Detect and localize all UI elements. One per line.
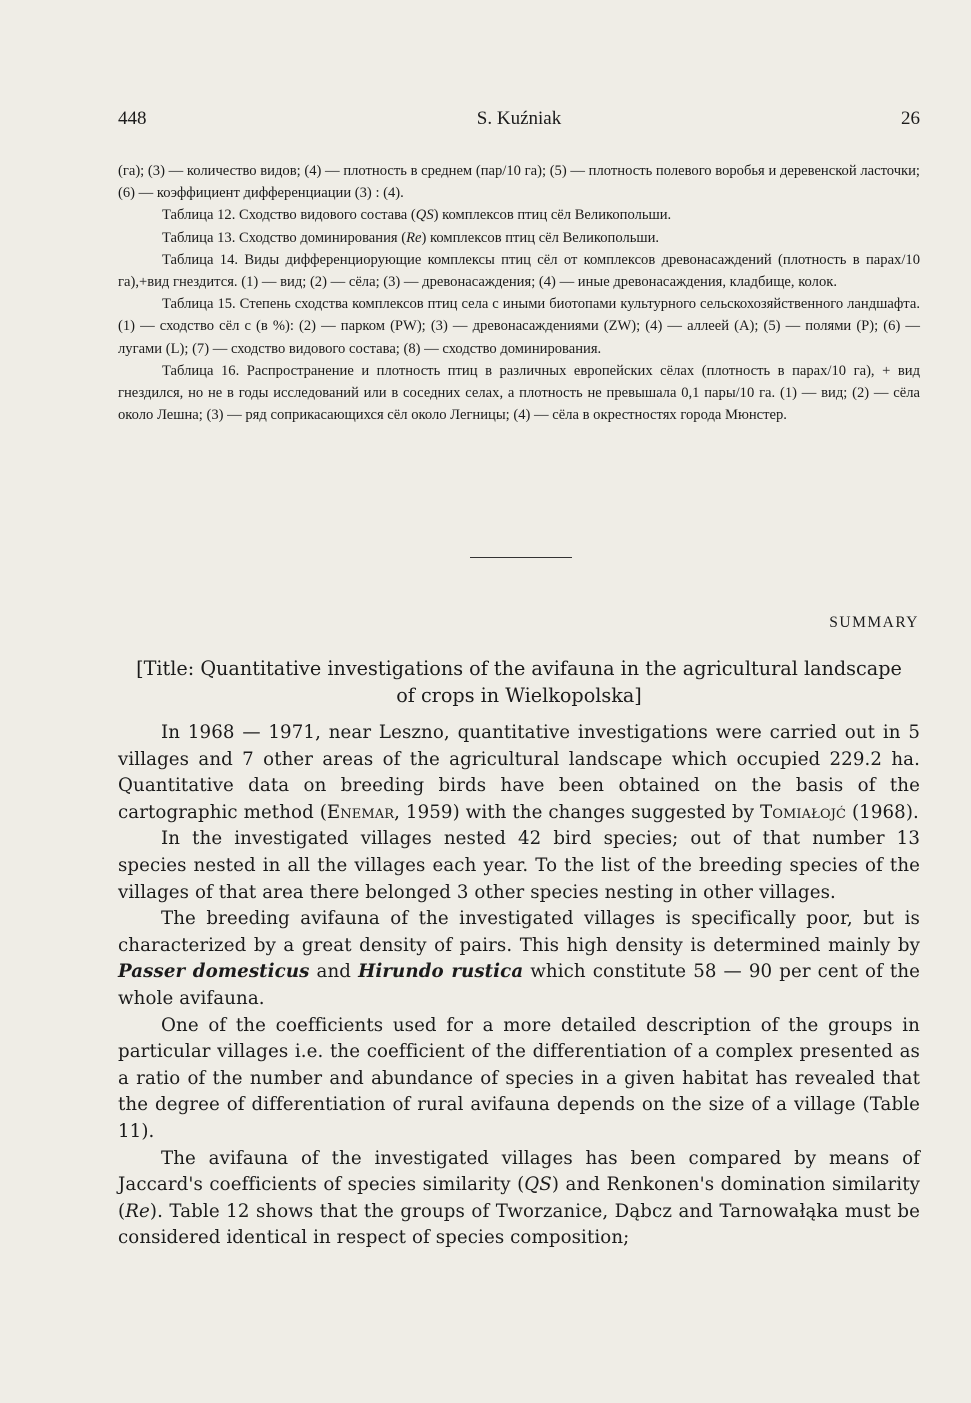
caption-table-13: Таблица 13. Сходство доминирования (Re) комплексов птиц сёл Великопольши. xyxy=(162,229,660,246)
summary-paragraph-1: In 1968 — 1971, near Leszno, quantitative investigations were carried out in 5 villages and 7 other areas of the agricultural landscape which occupied 229.2 ha. Quantitative data on breeding birds have been obtained on the basis of the cartographic method (Enemar, 1959) with the changes suggested by Tomiałojć (1968). xyxy=(118,722,920,823)
caption-table-14: Таблица 14. Виды дифференциорующие комплексы птиц сёл от комплексов древонасаждений (плотность в парах/10 га),+вид гнездится. (1) — вид; (2) — сёла; (3) — древонасаждения; (4) — иные древонасаждения, кладбище, колок. xyxy=(118,251,920,291)
summary-heading: SUMMARY xyxy=(829,614,919,631)
section-divider xyxy=(470,557,572,558)
page-number: 448 xyxy=(118,108,147,129)
summary-title-line-1: [Title: Quantitative investigations of the avifauna in the agricultural landscape xyxy=(136,657,902,680)
summary-title-line-2: of crops in Wielkopolska] xyxy=(396,683,642,707)
summary-paragraph-4: One of the coefficients used for a more detailed description of the groups in particular villages i.e. the coefficient of the differentiation of a complex presented as a ratio of the number and abundance of species in a given habitat has revealed that the degree of differentiation of rural avifauna depends on the size of a village (Table 11). xyxy=(118,1014,920,1142)
article-number: 26 xyxy=(901,108,920,129)
summary-paragraph-2: In the investigated villages nested 42 bird species; out of that number 13 species nested in all the villages each year. To the list of the breeding species of the villages of that area there belonged 3 other species nesting in other villages. xyxy=(118,828,920,903)
caption-table-15: Таблица 15. Степень сходства комплексов птиц села с иными биотопами культурного сельскохозяйственного ландшафта. (1) — сходство сёл с (в %): (2) — парком (PW); (3) — древонасаждениями (ZW); (4) — аллеей (A); (5) — полями (P); (6) — лугами (L); (7) — сходство видового состава; (8) — сходство доминирования. xyxy=(118,296,920,357)
caption-paragraph: (га); (3) — количество видов; (4) — плотность в среднем (пар/10 га); (5) — плотность полевого воробья и деревенской ласточки; (6) — коэффициент дифференциации (3) : (4). xyxy=(118,163,920,202)
caption-table-12: Таблица 12. Сходство видового состава (QS) комплексов птиц сёл Великопольши. xyxy=(162,207,672,224)
caption-table-16: Таблица 16. Распространение и плотность птиц в различных европейских сёлах (плотность в парах/10 га), + вид гнездился, но не в годы исследований или в соседних селах, а плотность не превышала 0,1 пары/10 га. (1) — вид; (2) — сёла около Лешна; (3) — ряд соприкасающихся сёл около Легницы; (4) — сёла в окрестностях города Мюнстер. xyxy=(118,362,920,424)
table-captions-russian xyxy=(118,160,920,426)
summary-body xyxy=(118,720,920,1252)
summary-paragraph-3: The breeding avifauna of the investigated villages is specifically poor, but is characterized by a great density of pairs. This high density is determined mainly by Passer domesticus and Hirundo rustica which constitute 58 — 90 per cent of the whole avifauna. xyxy=(118,908,921,1009)
running-header xyxy=(118,108,920,138)
summary-title xyxy=(118,656,920,709)
running-author: S. Kuźniak xyxy=(476,108,562,129)
summary-paragraph-5: The avifauna of the investigated villages has been compared by means of Jaccard's coefficients of species similarity (QS) and Renkonen's domination similarity (Re). Table 12 shows that the groups of Tworzanice, Dąbcz and Tarnowałąka must be considered identical in respect of species composition; xyxy=(118,1147,920,1249)
